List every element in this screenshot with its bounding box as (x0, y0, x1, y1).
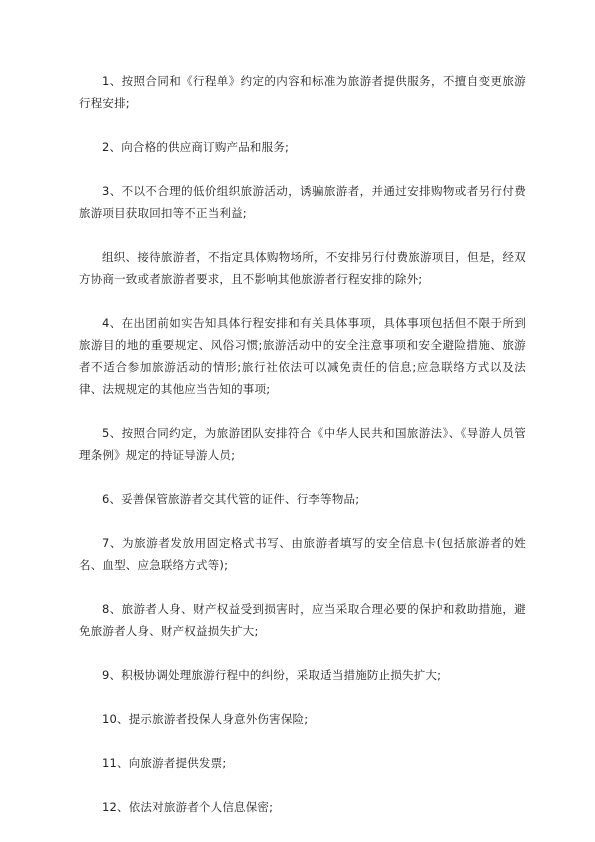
paragraph-6: 6、妥善保管旅游者交其代管的证件、行李等物品; (102, 492, 360, 506)
paragraph-3: 3、不以不合理的低价组织旅游活动，诱骗旅游者，并通过安排购物或者另行付费旅游项目获取回扣等不正当利益; (79, 184, 526, 220)
paragraph-11: 11、向旅游者提供发票; (102, 756, 227, 770)
paragraph-10: 10、提示旅游者投保人身意外伤害保险; (102, 712, 309, 726)
paragraph-2: 2、向合格的供应商订购产品和服务; (102, 140, 290, 154)
paragraph-12: 12、依法对旅游者个人信息保密; (102, 800, 274, 814)
paragraph-8: 8、旅游者人身、财产权益受到损害时，应当采取合理必要的保护和救助措施，避免旅游者人身、财产权益损失扩大; (79, 602, 526, 638)
paragraph-7: 7、为旅游者发放用固定格式书写、由旅游者填写的安全信息卡(包括旅游者的姓名、血型、应急联络方式等); (79, 536, 526, 572)
paragraph-3-detail: 组织、接待旅游者，不指定具体购物场所，不安排另行付费旅游项目，但是，经双方协商一致或者旅游者要求，且不影响其他旅游者行程安排的除外; (79, 250, 526, 286)
paragraph-4: 4、在出团前如实告知具体行程安排和有关具体事项，具体事项包括但不限于所到旅游目的地的重要规定、风俗习惯;旅游活动中的安全注意事项和安全避险措施、旅游者不适合参加旅游活动的情形;旅行社依法可以减免责任的信息;应急联络方式以及法律、法规规定的其他应当告知的事项; (79, 316, 526, 396)
paragraph-1: 1、按照合同和《行程单》约定的内容和标准为旅游者提供服务，不擅自变更旅游行程安排; (79, 74, 526, 110)
document-body (79, 70, 526, 840)
paragraph-5: 5、按照合同约定，为旅游团队安排符合《中华人民共和国旅游法》、《导游人员管理条例》规定的持证导游人员; (79, 426, 526, 462)
paragraph-9: 9、积极协调处理旅游行程中的纠纷，采取适当措施防止损失扩大; (102, 668, 442, 682)
